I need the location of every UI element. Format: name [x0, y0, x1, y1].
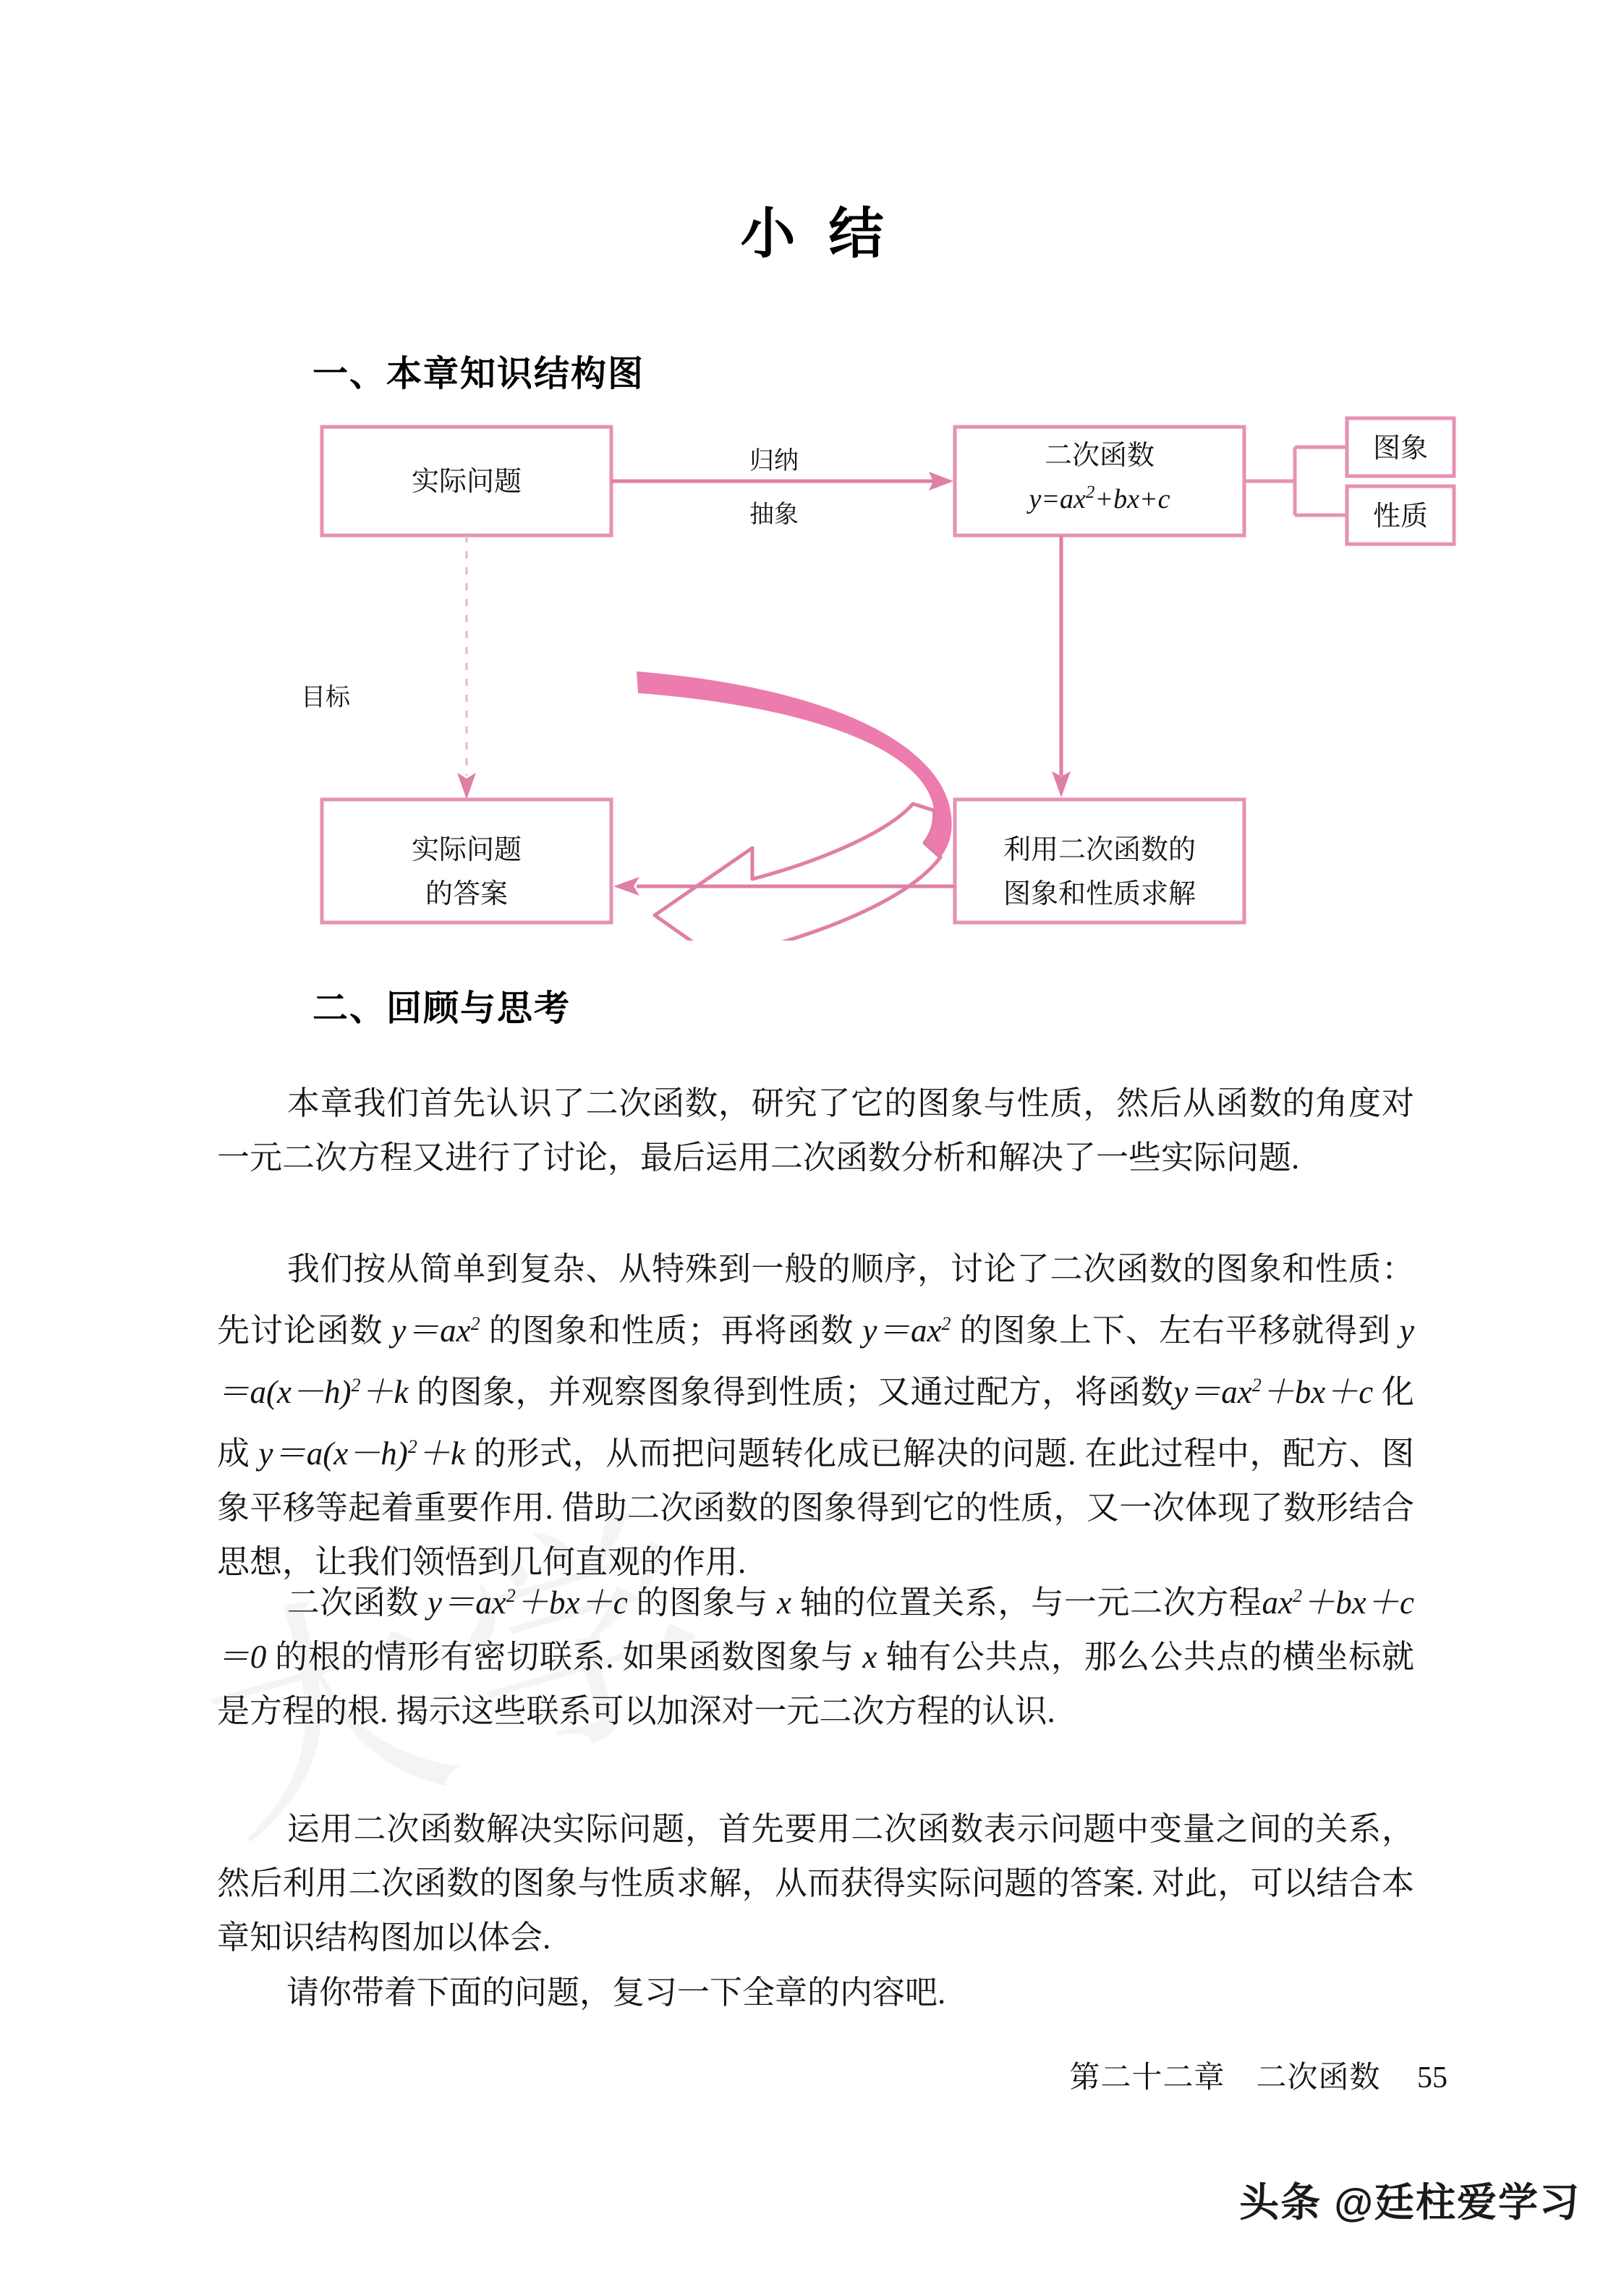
- diagram-box-answer-line2: 的答案: [425, 879, 509, 909]
- diagram-arrow-left-head: [613, 877, 639, 896]
- page-footer: [0, 2053, 1447, 2097]
- diagram-box-solve-line2: 图象和性质求解: [1003, 879, 1196, 909]
- footer-page-number: 55: [1417, 2061, 1447, 2095]
- text-run: 轴有公共点，那么公共点的横坐标就是方程的根. 揭示这些联系可以加深对一元二次方程的认识.: [217, 1639, 1414, 1729]
- diagram-edge-label-induce-1: 归纳: [749, 448, 799, 475]
- diagram-box-graph-label: 图象: [1372, 433, 1429, 464]
- page-title: 小结: [740, 204, 917, 265]
- text-run: 轴的位置关系，与一元二次方程: [791, 1584, 1262, 1621]
- paragraph-2: [217, 1242, 1414, 1590]
- section-heading-review-and-thinking: 二、回顾与思考: [313, 989, 571, 1028]
- paragraph-5: [217, 1966, 1414, 2020]
- diagram-box-quadratic-function-formula: $y=ax^2+bx+c$: [1029, 483, 1170, 514]
- text-run: 我们按从简单到复杂、从特殊到一般的顺序，讨论了二次函数的图象和性质：先讨论函数: [217, 1251, 1414, 1349]
- brand-watermark: 头条 @廷柱爱学习: [1239, 2180, 1581, 2225]
- paragraph-4: [217, 1802, 1414, 1965]
- text-run: 请你带着下面的问题，复习一下全章的内容吧.: [286, 1974, 946, 2011]
- inline-formula: x: [776, 1584, 791, 1621]
- text-run: 的图象和性质；再将函数: [480, 1312, 863, 1349]
- diagram-box-answer-line1: 实际问题: [411, 835, 522, 865]
- text-run: 化成: [217, 1374, 1414, 1472]
- text-run: 运用二次函数解决实际问题，首先要用二次函数表示问题中变量之间的关系，然后利用二次函数的图象与性质求解，从而获得实际问题的答案. 对此，可以结合本章知识结构图加以体会.: [217, 1811, 1414, 1956]
- text-run: 的图象与: [627, 1584, 777, 1621]
- diagram-box-property-label: 性质: [1372, 501, 1429, 532]
- paragraph-1: [217, 1077, 1414, 1185]
- text-run: 的形式，从而把问题转化成已解决的问题. 在此过程中，配方、图象平移等起着重要作用. 借助二次函数的图象得到它的性质，又一次体现了数形结合思想，让我们领悟到几何直观的作用.: [217, 1435, 1414, 1580]
- footer-chapter-title: 第二十二章 二次函数: [1069, 2061, 1381, 2095]
- text-run: 的图象，并观察图象得到性质；又通过配方，将函数: [408, 1374, 1174, 1410]
- inline-formula: $y=a(x-h)^2+k$: [217, 1312, 1414, 1410]
- diagram-box-quadratic-function-label: 二次函数: [1044, 441, 1155, 471]
- inline-formula: $y=ax^2+bx+c$: [428, 1584, 628, 1621]
- inline-formula: x: [862, 1639, 877, 1675]
- inline-formula: $y=ax^2$: [391, 1312, 480, 1349]
- paragraph-3: [217, 1569, 1414, 1739]
- diagram-edge-label-induce-2: 抽象: [749, 501, 799, 528]
- inline-formula: $y=ax^2$: [862, 1312, 951, 1349]
- diagram-box-real-problem-label: 实际问题: [411, 467, 522, 497]
- inline-formula: $y=ax^2+bx+c$: [1173, 1374, 1374, 1410]
- inline-formula: $y=a(x-h)^2+k$: [258, 1435, 465, 1472]
- knowledge-structure-diagram: [0, 405, 1624, 941]
- text-run: 的根的情形有密切联系. 如果函数图象与: [266, 1639, 863, 1675]
- diagram-edge-label-goal: 目标: [301, 684, 350, 711]
- section-heading-knowledge-structure: 一、本章知识结构图: [313, 355, 645, 394]
- inline-formula: $ax^2+bx+c=0$: [217, 1584, 1414, 1675]
- text-run: 本章我们首先认识了二次函数，研究了它的图象与性质，然后从函数的角度对一元二次方程又进行了讨论，最后运用二次函数分析和解决了一些实际问题.: [217, 1085, 1414, 1176]
- diagram-curved-return-arrow: [637, 671, 952, 941]
- diagram-box-solve-line1: 利用二次函数的: [1003, 835, 1196, 865]
- text-run: 二次函数: [286, 1584, 428, 1621]
- diagram-dashed-goal-head: [457, 773, 476, 799]
- text-run: 的图象上下、左右平移就得到: [951, 1312, 1400, 1349]
